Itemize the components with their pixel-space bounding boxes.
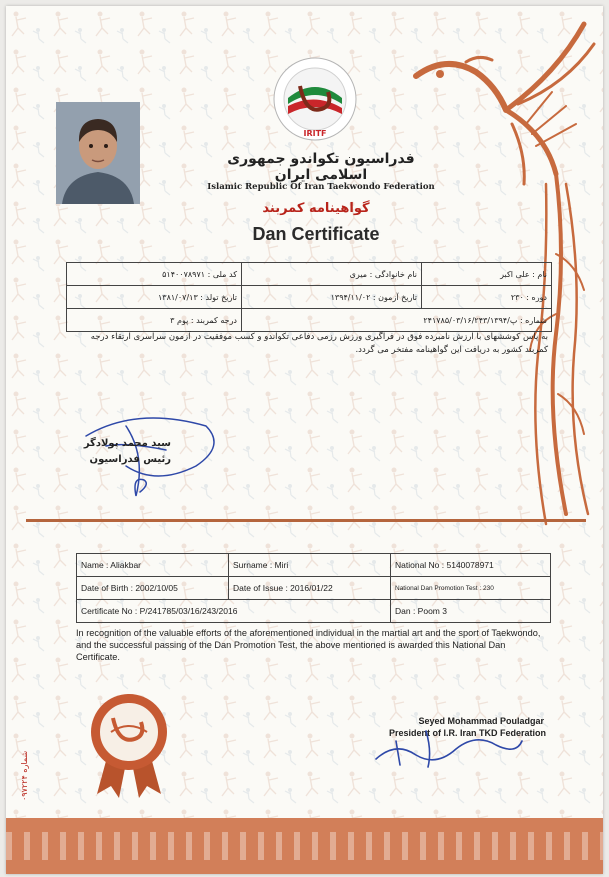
certificate-title-en: Dan Certificate xyxy=(252,224,380,244)
issue-date-en: Date of Issue : 2016/01/22 xyxy=(229,577,391,600)
table-row xyxy=(77,577,551,600)
signatory-title-en: President of I.R. Iran TKD Federation xyxy=(388,728,546,738)
recognition-text-fa: به پاس کوششهای با ارزش نامبرده فوق در فراگیری ورزش رزمی دفاعی تکواندو و کسب موفقیت در آزمون سراسری ارتقاء درجه کمربند کشور به دریافت این گواهینامه مفتخر می گردد. xyxy=(90,332,548,355)
ribbon-seal-icon xyxy=(81,688,177,798)
footer-band xyxy=(6,818,603,874)
certificate-number-fa: شماره : پ/۲۴۱۷۸۵/۰۳/۱۶/۲۴۳/۱۳۹۴ xyxy=(242,309,552,332)
signatory-name-en: Seyed Mohammad Pouladgar xyxy=(418,716,544,726)
federation-name-fa: فدراسیون تکواندو جمهوری اسلامی ایران xyxy=(227,151,415,183)
belt-grade-fa: درجه کمربند : پوم ۳ xyxy=(67,309,242,332)
exam-date-fa: تاریخ آزمون : ۱۳۹۴/۱۱/۰۲ xyxy=(242,286,422,309)
signature-en xyxy=(366,721,526,771)
student-photo xyxy=(56,102,140,204)
surname-en: Surname : Miri xyxy=(229,554,391,577)
national-no-en: National No : 5140078971 xyxy=(391,554,551,577)
name-fa: نام : علی اکبر xyxy=(422,263,552,286)
surname-fa: نام خانوادگی : میری xyxy=(242,263,422,286)
persian-info-table xyxy=(66,262,552,332)
table-row xyxy=(67,309,552,332)
course-fa: دوره : ۲۳۰ xyxy=(422,286,552,309)
certificate-title-fa: گواهینامه کمربند xyxy=(262,201,370,216)
signatory-title-fa: رئیس فدراسیون xyxy=(89,454,171,465)
federation-emblem-icon xyxy=(272,56,358,142)
english-info-table xyxy=(76,553,551,623)
table-row xyxy=(77,600,551,623)
certificate-number-en: Certificate No : P/241785/03/16/243/2016 xyxy=(77,600,391,623)
name-en: Name : Aliakbar xyxy=(77,554,229,577)
recognition-text-en: In recognition of the valuable efforts of the aforementioned individual in the martial art and the sport of Taekwondo, and the successful passing of the Dan Promotion Test, the above mentioned is awarded this National Dan Certificate. xyxy=(76,628,541,662)
section-divider xyxy=(26,519,586,522)
birth-date-en: Date of Birth : 2002/10/05 xyxy=(77,577,229,600)
national-no-fa: کد ملی : ۵۱۴۰۰۷۸۹۷۱ xyxy=(67,263,242,286)
certificate-paper xyxy=(6,6,603,874)
birth-date-fa: تاریخ تولد : ۱۳۸۱/۰۷/۱۳ xyxy=(67,286,242,309)
dan-grade-en: Dan : Poom 3 xyxy=(391,600,551,623)
table-row xyxy=(67,286,552,309)
signatory-name-fa: سید محمد پولادگر xyxy=(83,438,171,449)
emblem-text: IRITF xyxy=(303,129,327,138)
promotion-test-en: National Dan Promotion Test : 230 xyxy=(391,577,551,600)
serial-number: شماره ۰۹۷۲۲۴ xyxy=(20,751,29,802)
table-row xyxy=(77,554,551,577)
table-row xyxy=(67,263,552,286)
federation-name-en: Islamic Republic Of Iran Taekwondo Federation xyxy=(207,182,435,192)
